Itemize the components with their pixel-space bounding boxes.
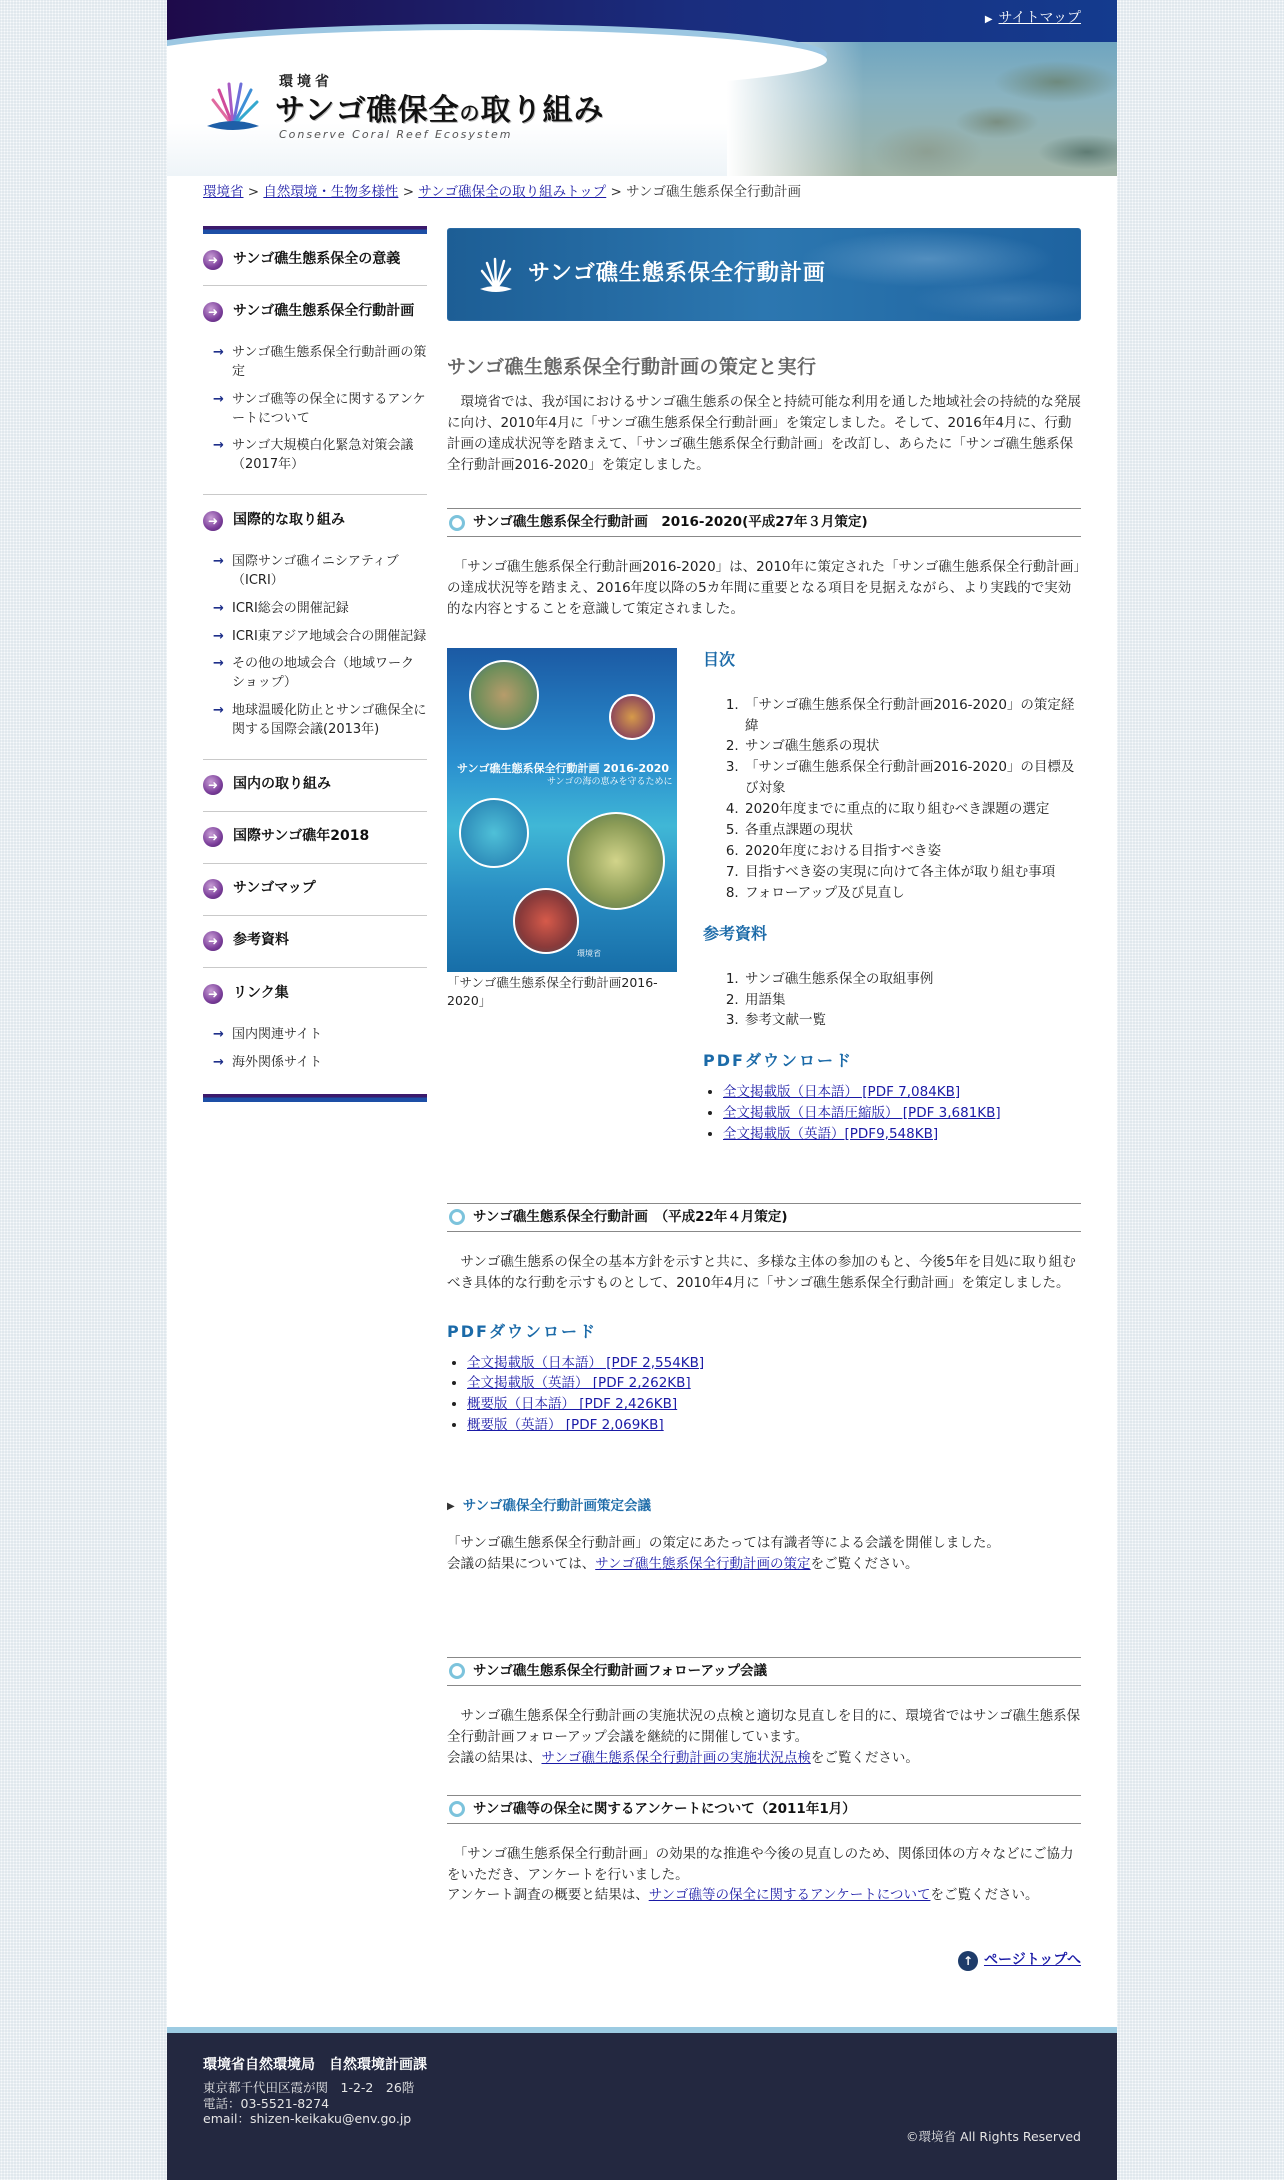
cover-photo-circle — [459, 798, 529, 868]
breadcrumb-sep: > — [606, 184, 627, 200]
arrow-right-icon: → — [213, 1054, 224, 1070]
survey-result-post: をご覧ください。 — [930, 1887, 1039, 1904]
logo-english: Conserve Coral Reef Ecosystem — [279, 128, 513, 141]
pdf-item — [467, 1415, 1081, 1436]
sidebar-item-domestic[interactable] — [203, 760, 427, 812]
pdf-item — [723, 1103, 1081, 1124]
arrow-circle-icon: ➜ — [203, 250, 223, 270]
pagetop-link[interactable]: ページトップへ — [983, 1952, 1081, 1969]
section-heading-2010 — [447, 1203, 1081, 1232]
toc-item: 8. フォローアップ及び見直し — [743, 883, 1081, 904]
banner-title: サンゴ礁生態系保全行動計画 — [528, 261, 826, 286]
breadcrumb-link-moe[interactable]: 環境省 — [203, 184, 244, 200]
sidebar-item-label: 国内の取り組み — [233, 776, 331, 793]
triangle-icon: ▶ — [447, 1500, 455, 1512]
page-banner — [447, 228, 1081, 321]
plan-2016-details — [447, 648, 1081, 1145]
survey-result-link[interactable]: サンゴ礁等の保全に関するアンケートについて — [648, 1887, 931, 1904]
pdf-list-2010 — [467, 1353, 1081, 1437]
followup-text: サンゴ礁生態系保全行動計画の実施状況の点検と適切な見直しを目的に、環境省ではサンゴ礁生態系保全行動計画フォローアップ会議を継続的に開催しています。 — [447, 1707, 1081, 1745]
sidebar-subitem-label: サンゴ大規模白化緊急対策会議（2017年） — [232, 438, 414, 473]
page — [167, 0, 1117, 2180]
breadcrumb-link-nature[interactable]: 自然環境・生物多様性 — [263, 184, 399, 200]
pdf-link[interactable]: 全文掲載版（英語）[PDF9,548KB] — [723, 1126, 939, 1143]
sidebar-item-references[interactable] — [203, 916, 427, 968]
ring-icon — [449, 1663, 465, 1679]
sidebar-sub-action-plan — [203, 338, 427, 495]
sidebar-subitem[interactable] — [203, 596, 427, 624]
footer-contact — [203, 2080, 414, 2127]
arrow-right-icon: → — [213, 703, 224, 719]
section-heading-text: サンゴ礁等の保全に関するアンケートについて（2011年1月） — [473, 1800, 856, 1817]
sidebar-item-significance[interactable] — [203, 234, 427, 286]
sidebar-subitem-label: 地球温暖化防止とサンゴ礁保全に関する国際会議(2013年) — [232, 703, 427, 737]
sidebar-item-coral-map[interactable] — [203, 864, 427, 916]
sidebar-item-links[interactable] — [203, 968, 427, 1020]
breadcrumb-sep: > — [398, 184, 419, 200]
pdf-item — [723, 1124, 1081, 1145]
sidebar-subitem-label: サンゴ礁等の保全に関するアンケートについて — [232, 391, 426, 426]
arrow-up-icon: ↑ — [958, 1951, 978, 1971]
sidebar-subitem[interactable] — [203, 387, 427, 434]
section-heading-survey — [447, 1795, 1081, 1824]
cover-logo: 環境省 — [577, 948, 601, 958]
arrow-circle-icon: ➜ — [203, 984, 223, 1004]
toc-item: 1. 「サンゴ礁生態系保全行動計画2016-2020」の策定経緯 — [743, 695, 1081, 737]
followup-result-line — [447, 1748, 1081, 1769]
breadcrumb — [203, 182, 801, 203]
meeting-result-post: をご覧ください。 — [810, 1556, 919, 1573]
ring-icon — [449, 515, 465, 531]
sidebar-item-iyor2018[interactable] — [203, 812, 427, 864]
sidebar-item-label: リンク集 — [233, 984, 289, 1001]
pdf-link[interactable]: 全文掲載版（日本語圧縮版） [PDF 3,681KB] — [723, 1105, 1001, 1122]
references-heading: 参考資料 — [703, 923, 768, 943]
logo-title-part1: サンゴ礁保全 — [275, 93, 460, 128]
pdf-link[interactable]: 概要版（日本語） [PDF 2,426KB] — [467, 1396, 678, 1413]
sidebar-item-action-plan[interactable] — [203, 286, 427, 338]
sidebar-subitem-label: 海外関係サイト — [232, 1054, 323, 1070]
sidebar-subitem-label: 国際サンゴ礁イニシアティブ（ICRI） — [232, 554, 399, 588]
sidebar-item-label: サンゴマップ — [233, 880, 316, 897]
section-heading-text: サンゴ礁生態系保全行動計画 （平成22年４月策定) — [473, 1208, 788, 1225]
section-text-2010: サンゴ礁生態系の保全の基本方針を示すと共に、多様な主体の参加のもと、今後5年を目処に取り組むべき具体的な行動を示すものとして、2010年4月に「サンゴ礁生態系保全行動計画」を策定しました。 — [447, 1253, 1076, 1291]
toc-item: 6. 2020年度における目指すべき姿 — [743, 841, 1081, 862]
arrow-right-icon: → — [213, 438, 224, 454]
logo-ministry-text: 環境省 — [279, 74, 333, 90]
site-footer — [167, 2027, 1117, 2180]
pdf-item — [723, 1082, 1081, 1103]
followup-result-pre: 会議の結果は、 — [447, 1749, 542, 1766]
sidebar-top-bar — [203, 226, 427, 234]
cover-image[interactable] — [447, 648, 677, 972]
meeting-heading — [447, 1496, 1081, 1517]
pdf-link[interactable]: 全文掲載版（日本語） [PDF 7,084KB] — [723, 1084, 961, 1101]
sidebar-item-label: 参考資料 — [233, 932, 289, 949]
survey-text: 「サンゴ礁生態系保全行動計画」の効果的な推進や今後の見直しのため、関係団体の方々などにご協力をいただき、アンケートを行いました。 — [447, 1845, 1074, 1883]
meeting-text: 「サンゴ礁生態系保全行動計画」の策定にあたっては有識者等による会議を開催しました。 — [447, 1535, 1000, 1552]
arrow-circle-icon: ➜ — [203, 879, 223, 899]
coral-logo-icon — [203, 76, 263, 136]
toc-item: 5. 各重点課題の現状 — [743, 820, 1081, 841]
sidebar-sub-international — [203, 547, 427, 760]
pagetop-row — [447, 1906, 1081, 1986]
toc-list — [743, 695, 1081, 904]
meeting-result-pre: 会議の結果については、 — [447, 1556, 596, 1573]
sidebar-item-label: サンゴ礁生態系保全の意義 — [233, 250, 401, 267]
arrow-right-icon: → — [213, 656, 224, 672]
footer-phone: 電話：03-5521-8274 — [203, 2095, 330, 2111]
footer-email: email：shizen-keikaku@env.go.jp — [203, 2111, 412, 2127]
arrow-circle-icon: ➜ — [203, 827, 223, 847]
followup-result-post: をご覧ください。 — [810, 1749, 919, 1766]
sidebar-bottom-bar — [203, 1094, 427, 1102]
cover-title: サンゴ礁生態系保全行動計画 2016-2020 — [457, 761, 670, 775]
sidebar-subitem[interactable] — [203, 1050, 427, 1078]
breadcrumb-link-top[interactable]: サンゴ礁保全の取り組みトップ — [418, 184, 607, 200]
pdf-item — [467, 1353, 1081, 1374]
sidebar-subitem-label: サンゴ礁生態系保全行動計画の策定 — [232, 345, 427, 379]
arrow-right-icon: → — [213, 1026, 224, 1042]
breadcrumb-sep: > — [243, 184, 264, 200]
cover-figure — [447, 648, 677, 1145]
footer-address: 東京都千代田区霞が関 1-2-2 26階 — [203, 2080, 415, 2095]
sidebar-subitem-label: ICRI総会の開催記録 — [232, 600, 349, 616]
toc-item: 2. サンゴ礁生態系の現状 — [743, 736, 1081, 757]
arrow-right-icon: → — [213, 600, 224, 616]
cover-photo-circle — [513, 888, 579, 954]
pdf-item — [467, 1373, 1081, 1394]
reference-item: 3. 参考文献一覧 — [743, 1010, 1081, 1031]
arrow-circle-icon: ➜ — [203, 931, 223, 951]
sidebar-subitem[interactable] — [203, 433, 427, 480]
sitemap-link[interactable]: サイトマップ — [998, 10, 1081, 26]
footer-org: 環境省自然環境局 自然環境計画課 — [203, 2057, 427, 2073]
pdf-link[interactable]: 全文掲載版（英語） [PDF 2,262KB] — [467, 1375, 691, 1392]
sidebar-item-label: 国際サンゴ礁年2018 — [233, 828, 370, 845]
pdf-download-heading: PDFダウンロード — [703, 1051, 853, 1071]
cover-photo-circle — [469, 660, 539, 730]
logo-title-part3: 取り組み — [480, 93, 605, 128]
sidebar-nav — [203, 226, 427, 1102]
section-heading-followup — [447, 1657, 1081, 1686]
sidebar-subitem[interactable] — [203, 1022, 427, 1050]
sidebar-item-international[interactable] — [203, 495, 427, 547]
arrow-right-icon: → — [213, 345, 224, 360]
sidebar-subitem[interactable] — [203, 624, 427, 652]
sidebar-item-label: サンゴ礁生態系保全行動計画 — [233, 303, 415, 320]
survey-result-pre: アンケート調査の概要と結果は、 — [447, 1887, 649, 1904]
arrow-right-icon: → — [213, 628, 224, 644]
sidebar-subitem[interactable] — [203, 651, 427, 698]
meeting-result-line — [447, 1554, 1081, 1575]
section-text-2016: 「サンゴ礁生態系保全行動計画2016-2020」は、2010年に策定された「サンゴ礁生態系保全行動計画」の達成状況等を踏まえ、2016年度以降の5カ年間に重要となる項目を見据えながら、より実践的で実効的な内容とすることを意識して策定されました。 — [447, 559, 1081, 617]
logo-title-part2: の — [459, 101, 481, 125]
sidebar-item-label: 国際的な取り組み — [233, 512, 345, 529]
meeting-result-link[interactable]: サンゴ礁生態系保全行動計画の策定 — [595, 1556, 811, 1573]
reference-item: 2. 用語集 — [743, 990, 1081, 1011]
pagetop-link-wrap — [958, 1950, 1081, 1972]
cover-subtitle: サンゴの海の恵みを守るために — [547, 776, 673, 787]
arrow-circle-icon: ➜ — [203, 511, 223, 531]
arrow-circle-icon: ➜ — [203, 775, 223, 795]
cover-photo-circle — [609, 694, 655, 740]
pdf-link[interactable]: 概要版（英語） [PDF 2,069KB] — [467, 1417, 664, 1434]
section-heading-text: サンゴ礁生態系保全行動計画フォローアップ会議 — [473, 1662, 768, 1679]
pdf-list-2016 — [723, 1082, 1081, 1145]
toc-item: 3. 「サンゴ礁生態系保全行動計画2016-2020」の目標及び対象 — [743, 757, 1081, 799]
ring-icon — [449, 1801, 465, 1817]
sitemap-link-wrap — [985, 8, 1081, 30]
pdf-download-heading: PDFダウンロード — [447, 1321, 597, 1341]
page-title: サンゴ礁生態系保全行動計画の策定と実行 — [447, 356, 817, 378]
breadcrumb-current: サンゴ礁生態系保全行動計画 — [626, 184, 801, 200]
ring-icon — [449, 1209, 465, 1225]
triangle-icon: ▶ — [984, 14, 993, 25]
cover-photo-circle — [567, 812, 665, 910]
pdf-link[interactable]: 全文掲載版（日本語） [PDF 2,554KB] — [467, 1354, 705, 1371]
footer-copyright: ©環境省 All Rights Reserved — [905, 2129, 1081, 2144]
sidebar-subitem[interactable] — [203, 340, 427, 387]
coral-icon — [476, 255, 516, 295]
sidebar-subitem-label: その他の地域会合（地域ワークショップ） — [232, 656, 415, 691]
pdf-item — [467, 1394, 1081, 1415]
sidebar-subitem-label: 国内関連サイト — [232, 1026, 323, 1042]
meeting-heading-text: サンゴ礁保全行動計画策定会議 — [462, 1498, 652, 1515]
arrow-right-icon: → — [213, 554, 224, 570]
section-heading-2016 — [447, 508, 1081, 537]
arrow-right-icon: → — [213, 391, 224, 407]
toc-item: 4. 2020年度までに重点的に取り組むべき課題の選定 — [743, 799, 1081, 820]
sidebar-subitem[interactable] — [203, 698, 427, 745]
sidebar-subitem-label: ICRI東アジア地域会合の開催記録 — [232, 628, 427, 644]
cover-caption: 「サンゴ礁生態系保全行動計画2016-2020」 — [447, 974, 658, 1008]
intro-text: 環境省では、我が国におけるサンゴ礁生態系の保全と持続可能な利用を通した地域社会の持続的な発展に向け、2010年4月に「サンゴ礁生態系保全行動計画」を策定しました。そして、2016年4月に、行動計画の達成状況等を踏まえて、「サンゴ礁生態系保全行動計画」を改訂し、あらたに「サンゴ礁生態系保全行動計画2016-2020」を策定しました。 — [447, 394, 1081, 474]
toc-item: 7. 目指すべき姿の実現に向けて各主体が取り組む事項 — [743, 862, 1081, 883]
site-header — [167, 0, 1117, 176]
toc-heading: 目次 — [703, 649, 736, 669]
arrow-circle-icon: ➜ — [203, 302, 223, 322]
references-list — [743, 969, 1081, 1032]
sidebar-subitem[interactable] — [203, 549, 427, 596]
sidebar-sub-links — [203, 1020, 427, 1078]
section-heading-text: サンゴ礁生態系保全行動計画 2016-2020(平成27年３月策定) — [473, 514, 868, 531]
toc-column — [703, 648, 1081, 1145]
survey-result-line — [447, 1885, 1081, 1906]
reference-item: 1. サンゴ礁生態系保全の取組事例 — [743, 969, 1081, 990]
followup-result-link[interactable]: サンゴ礁生態系保全行動計画の実施状況点検 — [541, 1749, 811, 1766]
main-content — [447, 228, 1081, 1986]
